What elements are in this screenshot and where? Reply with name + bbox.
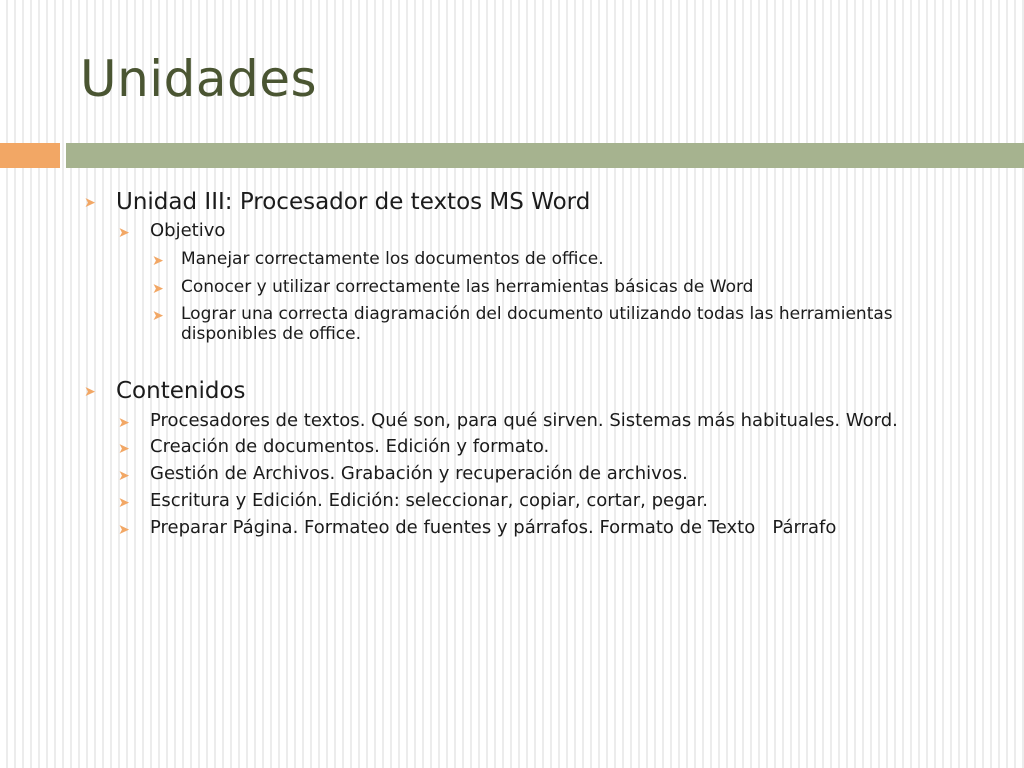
chevron-right-icon: ➤ (84, 195, 96, 211)
contents-item (84, 437, 984, 458)
chevron-right-icon: ➤ (118, 414, 130, 431)
title-rule-bar (66, 143, 1024, 168)
chevron-right-icon: ➤ (118, 521, 130, 538)
contents-text: Escritura y Edición. Edición: seleccionar, copiar, cortar, pegar. (150, 489, 708, 511)
contents-text: Gestión de Archivos. Grabación y recuperación de archivos. (150, 463, 688, 485)
accent-bar (0, 143, 60, 168)
spacer (84, 344, 984, 372)
contents-heading-item (84, 378, 984, 404)
unit-heading: Unidad III: Procesador de textos MS Word (116, 189, 591, 215)
chevron-right-icon: ➤ (152, 280, 164, 297)
contents-heading: Contenidos (116, 378, 246, 405)
chevron-right-icon: ➤ (118, 468, 130, 485)
contents-item (84, 464, 984, 485)
contents-text: Preparar Página. Formateo de fuentes y párrafos. Formato de Texto Párrafo (150, 516, 837, 538)
chevron-right-icon: ➤ (152, 308, 164, 325)
slide-content (84, 183, 984, 538)
objective-label: Objetivo (150, 220, 226, 242)
chevron-right-icon: ➤ (118, 441, 130, 458)
chevron-right-icon: ➤ (84, 384, 96, 401)
chevron-right-icon: ➤ (118, 225, 130, 242)
chevron-right-icon: ➤ (152, 253, 164, 270)
chevron-right-icon: ➤ (118, 494, 130, 511)
objective-item (84, 250, 984, 270)
contents-item (84, 491, 984, 512)
unit-heading-item (84, 189, 984, 215)
objective-item (84, 278, 984, 298)
objective-item (84, 305, 984, 344)
contents-text: Creación de documentos. Edición y formato. (150, 436, 550, 458)
objective-text: Conocer y utilizar correctamente las herramientas básicas de Word (181, 276, 754, 297)
objective-text: Lograr una correcta diagramación del documento utilizando todas las herramientas disponibles de office. (181, 304, 893, 344)
objective-text: Manejar correctamente los documentos de office. (181, 249, 604, 270)
objective-label-item (84, 221, 984, 242)
contents-text: Procesadores de textos. Qué son, para qué sirven. Sistemas más habituales. Word. (150, 409, 898, 431)
contents-item (84, 518, 984, 539)
slide-title: Unidades (80, 50, 318, 108)
contents-item (84, 411, 984, 432)
